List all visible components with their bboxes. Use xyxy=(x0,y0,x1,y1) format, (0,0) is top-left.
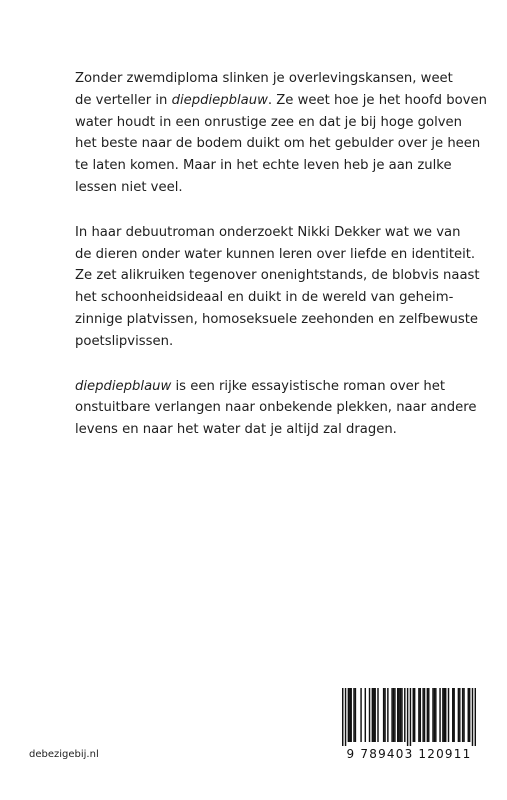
blurb-line xyxy=(75,90,487,112)
barcode-bar xyxy=(475,688,476,746)
back-cover-blurb xyxy=(75,68,487,464)
barcode-bar xyxy=(458,688,459,742)
barcode-bar xyxy=(453,688,454,742)
blurb-text: de verteller in xyxy=(75,92,172,108)
barcode-bar xyxy=(439,688,440,742)
barcode-bar xyxy=(420,688,421,742)
barcode-bar xyxy=(413,688,414,742)
blurb-paragraph xyxy=(75,222,480,353)
blurb-text: het beste naar de bodem duikt om het gebulder over je heen xyxy=(75,136,481,152)
blurb-text: Ze zet alikruiken tegenover onenightstands, de blobvis naast xyxy=(75,268,480,284)
barcode-bar xyxy=(448,688,449,742)
barcode-bar xyxy=(398,688,399,742)
barcode-bar xyxy=(468,688,469,742)
isbn-number: 9 789403 120911 xyxy=(346,747,472,761)
blurb-line xyxy=(75,222,475,244)
barcode-bar xyxy=(444,688,445,742)
barcode-bars xyxy=(342,688,476,746)
blurb-text: lessen niet veel. xyxy=(75,179,183,195)
blurb-text: te laten komen. Maar in het echte leven heb je aan zulke xyxy=(75,158,452,174)
barcode-bar xyxy=(410,688,411,746)
barcode-bar xyxy=(418,688,419,742)
blurb-line xyxy=(75,155,475,177)
barcode-bar xyxy=(365,688,366,742)
blurb-text: is een rijke essayistische roman over het xyxy=(171,378,446,394)
blurb-line xyxy=(75,309,479,331)
blurb-text: onstuitbare verlangen naar onbekende plekken, naar andere xyxy=(75,400,477,416)
barcode-bar xyxy=(424,688,425,742)
barcode-bar xyxy=(472,688,473,746)
barcode-bar xyxy=(384,688,385,742)
barcode-bar xyxy=(414,688,415,742)
book-title-italic: diepdiepblauw xyxy=(75,378,172,394)
blurb-line xyxy=(75,244,475,266)
blurb-text: levens en naar het water dat je altijd zal dragen. xyxy=(75,422,397,438)
barcode-bar xyxy=(445,688,446,742)
barcode-bar xyxy=(350,688,351,742)
blurb-line xyxy=(75,112,475,134)
barcode-bar xyxy=(401,688,402,742)
barcode-bar xyxy=(422,688,423,742)
barcode-bar xyxy=(345,688,346,746)
barcode-bar xyxy=(462,688,463,742)
barcode-bar xyxy=(348,688,349,742)
barcode-bar xyxy=(360,688,361,742)
blurb-paragraph xyxy=(75,68,487,199)
barcode-bar xyxy=(428,688,429,742)
barcode-bar xyxy=(374,688,375,742)
barcode-bar xyxy=(463,688,464,742)
barcode-bar xyxy=(369,688,370,742)
blurb-line xyxy=(75,133,481,155)
blurb-line xyxy=(75,177,475,199)
barcode-bar xyxy=(452,688,453,742)
blurb-line xyxy=(75,419,475,441)
blurb-text: poetslipvissen. xyxy=(75,333,174,349)
blurb-line xyxy=(75,376,475,398)
barcode-bar xyxy=(400,688,401,742)
barcode-bar xyxy=(393,688,394,742)
barcode-bar xyxy=(459,688,460,742)
blurb-line xyxy=(75,68,475,90)
barcode-bar xyxy=(407,688,408,746)
barcode-bar xyxy=(387,688,388,742)
barcode-bar xyxy=(442,688,443,742)
blurb-text: In haar debuutroman onderzoekt Nikki Dekker wat we van xyxy=(75,224,461,240)
barcode-bar xyxy=(404,688,405,742)
blurb-text: water houdt in een onrustige zee en dat je bij hoge golven xyxy=(75,114,463,130)
barcode-bar xyxy=(432,688,433,742)
barcode-bar xyxy=(391,688,392,742)
blurb-line xyxy=(75,397,475,419)
blurb-text: het schoonheidsideaal en duikt in de wereld van geheim- xyxy=(75,290,454,306)
publisher-website: debezigebij.nl xyxy=(29,749,99,760)
blurb-text: Zonder zwemdiploma slinken je overlevingskansen, weet xyxy=(75,71,453,86)
barcode-bar xyxy=(383,688,384,742)
barcode-bar xyxy=(394,688,395,742)
blurb-line xyxy=(75,331,475,353)
book-title-italic: diepdiepblauw xyxy=(171,92,268,108)
barcode-bar xyxy=(434,688,435,742)
barcode-bar xyxy=(373,688,374,742)
barcode-bar xyxy=(353,688,354,742)
blurb-line xyxy=(75,287,475,309)
blurb-line xyxy=(75,265,480,287)
blurb-text: zinnige platvissen, homoseksuele zeehonden en zelfbewuste xyxy=(75,311,479,327)
barcode-bar xyxy=(435,688,436,742)
barcode-bar xyxy=(342,688,343,746)
barcode-bar xyxy=(427,688,428,742)
barcode-bar xyxy=(372,688,373,742)
barcode-bar xyxy=(469,688,470,742)
blurb-text: . Ze weet hoe je het hoofd boven xyxy=(267,92,487,108)
blurb-paragraph xyxy=(75,376,475,441)
blurb-text: de dieren onder water kunnen leren over liefde en identiteit. xyxy=(75,246,476,262)
barcode-bar xyxy=(397,688,398,742)
barcode-bar xyxy=(349,688,350,742)
barcode-bar xyxy=(377,688,378,742)
barcode-bar xyxy=(355,688,356,742)
